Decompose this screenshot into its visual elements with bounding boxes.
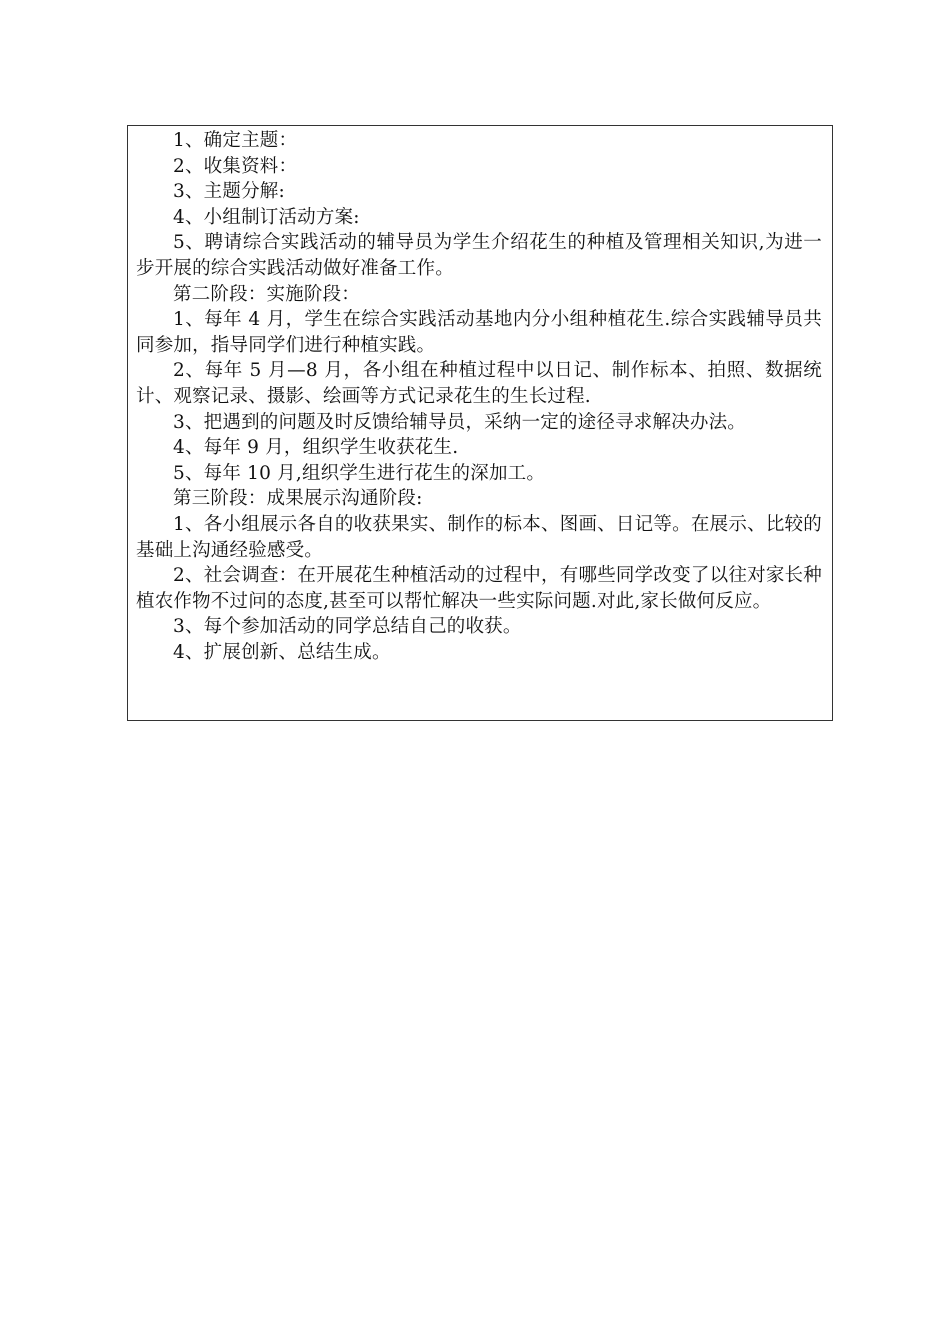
stage-two-heading: 第二阶段：实施阶段： — [173, 283, 361, 305]
stage-two-item-1: 1、每年 4 月，学生在综合实践活动基地内分小组种植花生.综合实践辅导员共同参加，指导同学们进行种植实践。 — [136, 309, 822, 356]
step-invite-counselor: 5、聘请综合实践活动的辅导员为学生介绍花生的种植及管理相关知识,为进一步开展的综合实践活动做好准备工作。 — [136, 232, 822, 279]
stage-three-heading: 第三阶段：成果展示沟通阶段: — [173, 488, 423, 510]
stage-three-item-2: 2、社会调查：在开展花生种植活动的过程中，有哪些同学改变了以往对家长种植农作物不过问的态度,甚至可以帮忙解决一些实际问题.对此,家长做何反应。 — [136, 565, 822, 612]
stage-two-item-4: 4、每年 9 月，组织学生收获花生. — [173, 437, 459, 459]
step-theme-breakdown: 3、主题分解: — [173, 181, 285, 203]
step-confirm-theme: 1、确定主题： — [173, 130, 298, 151]
content-table-cell — [127, 125, 833, 721]
cell-content — [136, 128, 822, 665]
stage-two-item-2: 2、每年 5 月—8 月，各小组在种植过程中以日记、制作标本、拍照、数据统计、观察记录、摄影、绘画等方式记录花生的生长过程. — [136, 360, 822, 407]
stage-three-item-1: 1、各小组展示各自的收获果实、制作的标本、图画、日记等。在展示、比较的基础上沟通经验感受。 — [136, 513, 822, 561]
step-group-plan: 4、小组制订活动方案: — [173, 206, 360, 228]
stage-two-item-3: 3、把遇到的问题及时反馈给辅导员，采纳一定的途径寻求解决办法。 — [173, 411, 746, 433]
stage-three-item-4: 4、扩展创新、总结生成。 — [173, 641, 391, 663]
stage-three-item-3: 3、每个参加活动的同学总结自己的收获。 — [173, 616, 522, 638]
step-collect-materials: 2、收集资料： — [173, 155, 298, 177]
stage-two-item-5: 5、每年 10 月,组织学生进行花生的深加工。 — [173, 462, 546, 484]
